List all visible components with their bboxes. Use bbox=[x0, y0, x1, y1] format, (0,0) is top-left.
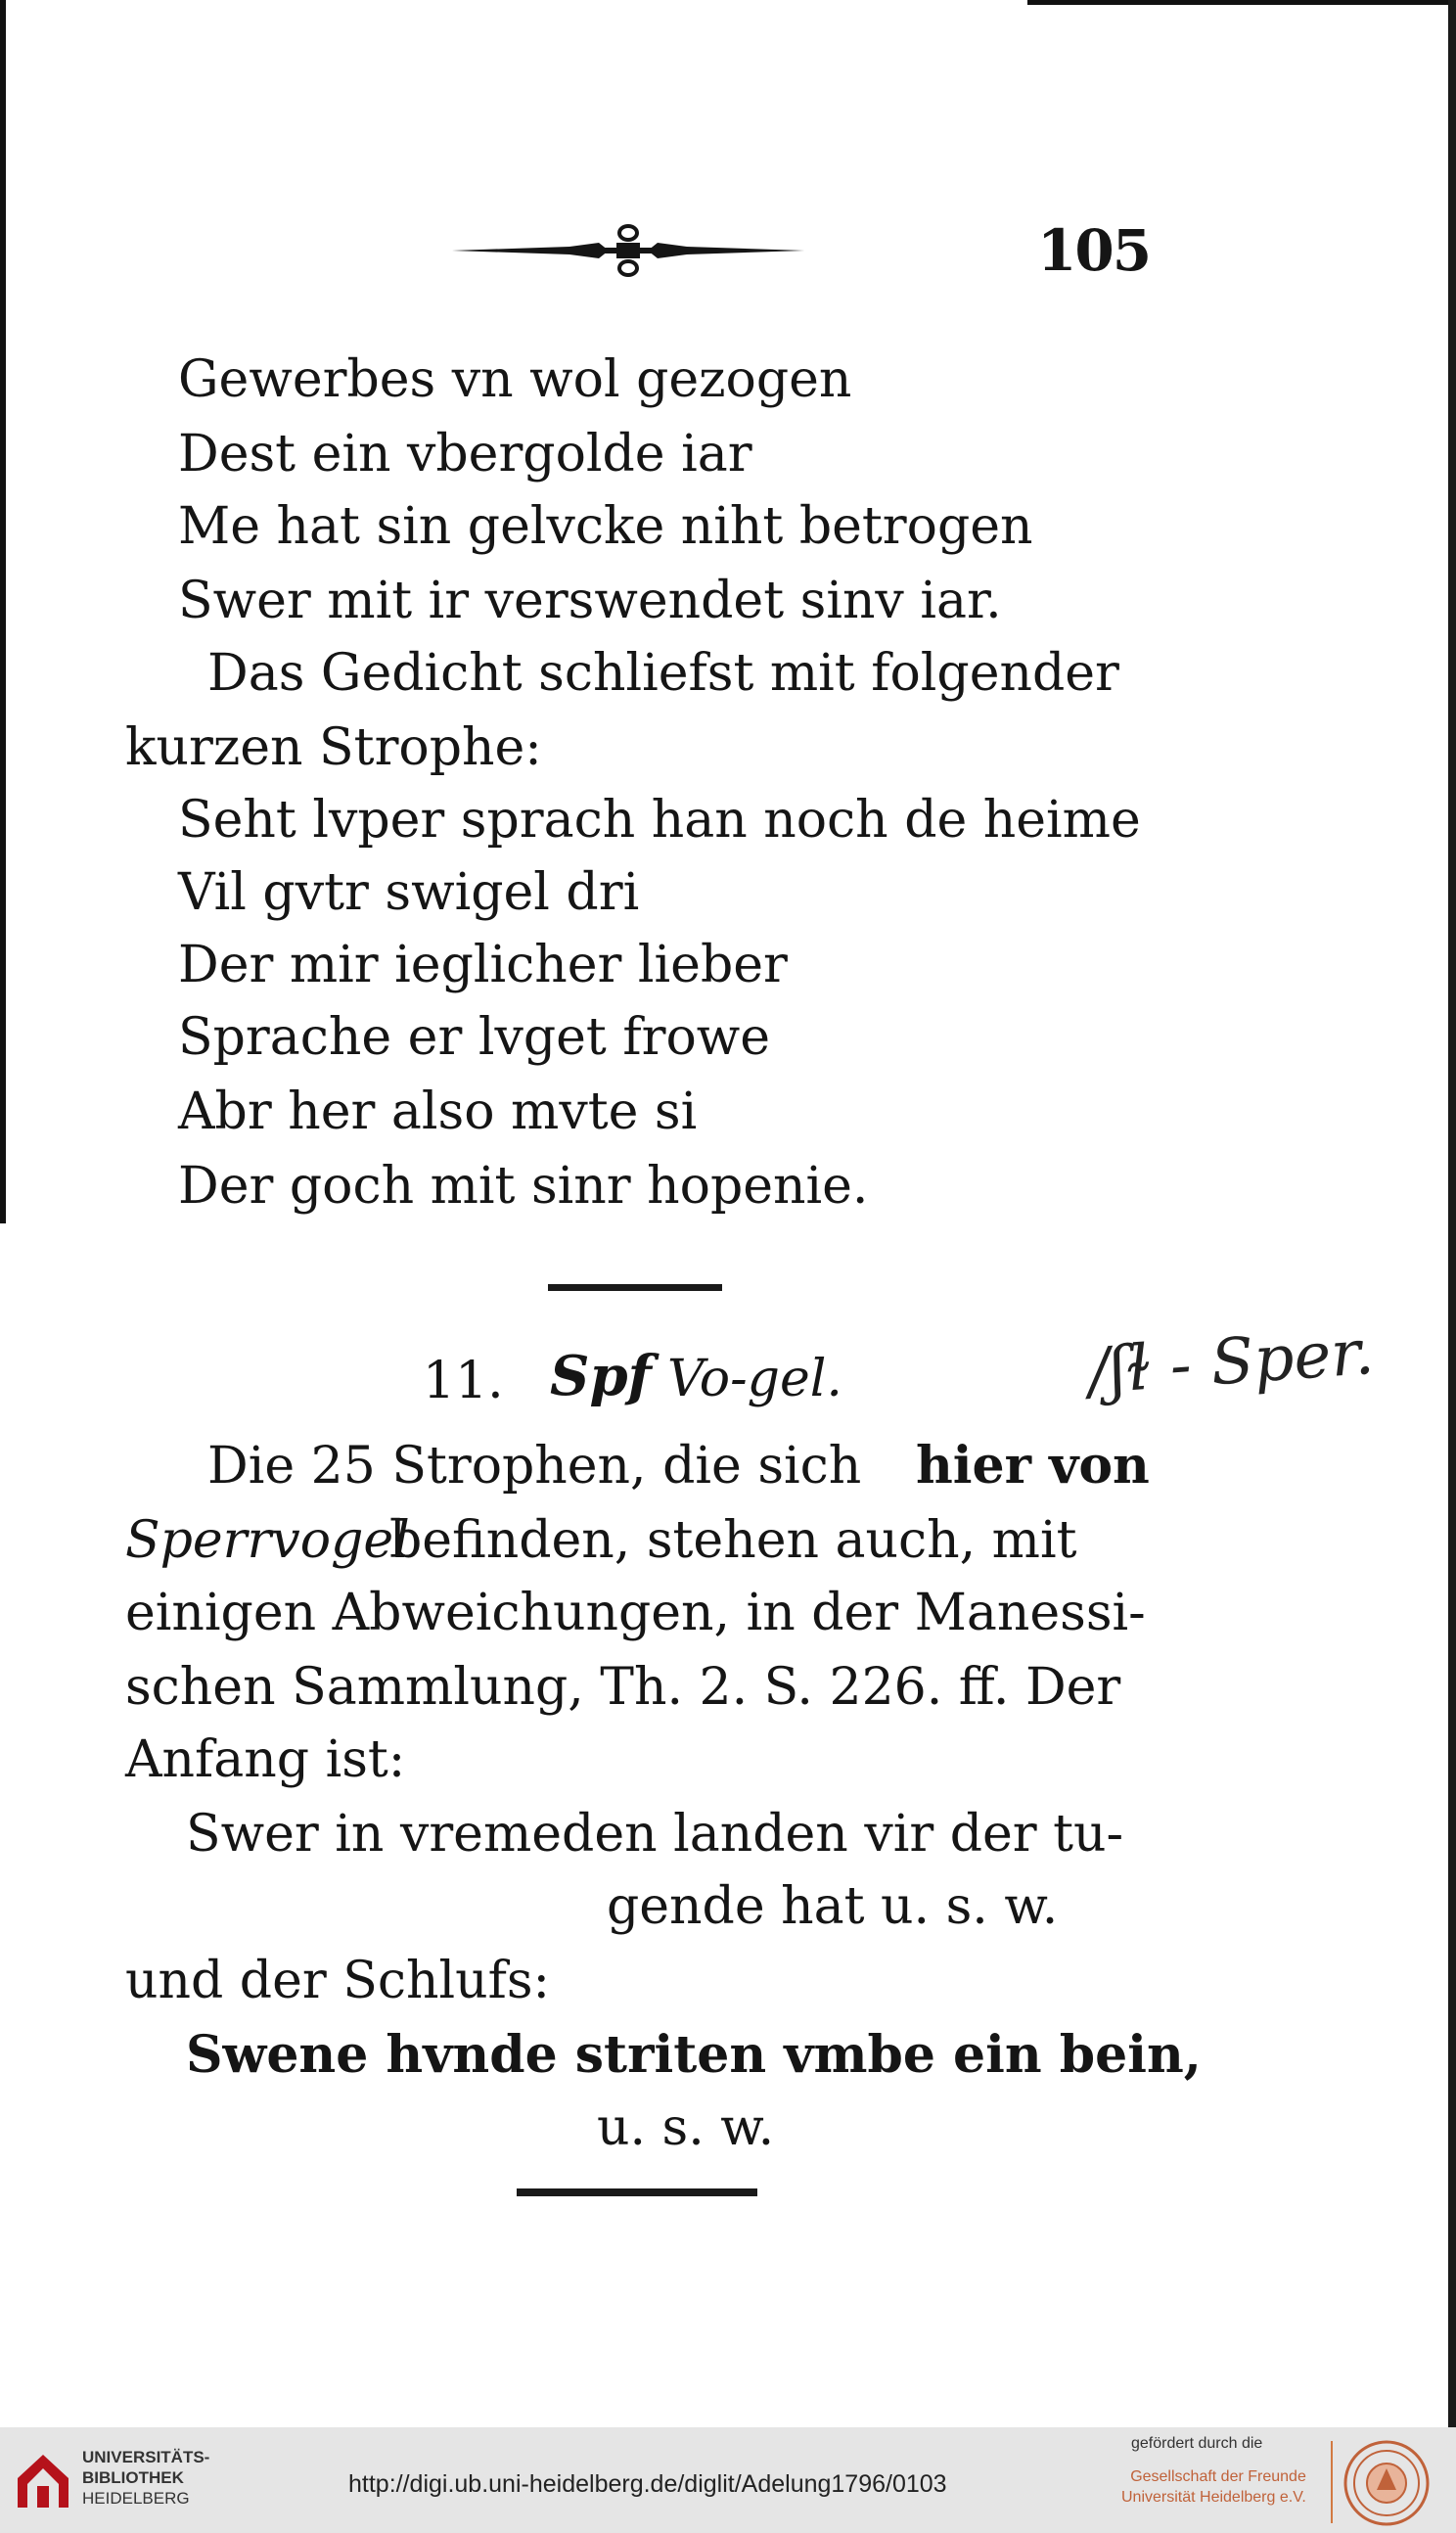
scan-edge-top bbox=[1027, 0, 1456, 5]
paragraph-line-3: einigen Abweichungen, in der Manessi- bbox=[125, 1584, 1146, 1642]
section-divider bbox=[548, 1284, 722, 1291]
footer-url-link[interactable]: http://digi.ub.uni-heidelberg.de/diglit/Adelung1796/0103 bbox=[348, 2470, 947, 2498]
poem-one-line-1: Gewerbes vn wol gezogen bbox=[178, 350, 852, 409]
poem-two-line-1: Seht lvper sprach han noch de heime bbox=[178, 791, 1141, 850]
margin-note: /ʃɫ - Sper. bbox=[1085, 1315, 1377, 1409]
closing-line-2: u. s. w. bbox=[597, 2098, 775, 2157]
library-name-line-1: UNIVERSITÄTS- bbox=[82, 2448, 210, 2466]
poem-one-line-4: Swer mit ir verswendet sinv iar. bbox=[178, 572, 1002, 630]
scan-edge-right bbox=[1448, 0, 1456, 2427]
section-number: 11. bbox=[423, 1352, 504, 1410]
section-title: Vo-gel. bbox=[667, 1350, 842, 1408]
sponsor-name-line-2: Universität Heidelberg e.V. bbox=[1121, 2489, 1306, 2506]
sponsor-name bbox=[1121, 2466, 1306, 2508]
library-name-line-3: HEIDELBERG bbox=[82, 2489, 190, 2508]
page-number: 105 bbox=[1037, 217, 1151, 284]
paragraph-line-1-end: hier von bbox=[916, 1436, 1150, 1496]
paragraph-line-2-name: Sperrvogel bbox=[125, 1511, 410, 1570]
poem-one-line-2: Dest ein vbergolde iar bbox=[178, 425, 752, 484]
paragraph-line-2-rest: befinden, stehen auch, mit bbox=[389, 1511, 1077, 1570]
paragraph-line-1-start: Die 25 Strophen, die sich bbox=[207, 1437, 862, 1496]
sponsor-caption: gefördert durch die bbox=[1131, 2435, 1263, 2452]
sponsor-divider bbox=[1331, 2441, 1333, 2523]
poem-two-line-5: Abr her also mvte si bbox=[178, 1082, 698, 1141]
quote-start-line-2: gende hat u. s. w. bbox=[607, 1877, 1059, 1936]
library-name-line-2: BIBLIOTHEK bbox=[82, 2468, 184, 2487]
poem-two-line-3: Der mir ieglicher lieber bbox=[178, 936, 788, 994]
paragraph-line-4: schen Sammlung, Th. 2. S. 226. ff. Der bbox=[125, 1658, 1121, 1717]
library-logo-icon bbox=[14, 2449, 72, 2511]
poem-one-line-3: Me hat sin gelvcke niht betrogen bbox=[178, 497, 1033, 556]
quote-start-line-1: Swer in vremeden landen vir der tu- bbox=[186, 1805, 1124, 1864]
section-annotation: Spf bbox=[550, 1344, 652, 1408]
scan-edge-left bbox=[0, 0, 6, 1223]
poem-two-line-6: Der goch mit sinr hopenie. bbox=[178, 1157, 869, 1216]
poem-two-line-2: Vil gvtr swigel dri bbox=[178, 863, 640, 922]
intro-line-1: Das Gedicht schliefst mit folgender bbox=[207, 644, 1119, 703]
sponsor-name-line-1: Gesellschaft der Freunde bbox=[1130, 2468, 1306, 2485]
intro-line-2: kurzen Strophe: bbox=[125, 718, 542, 777]
university-seal-icon bbox=[1342, 2439, 1431, 2527]
poem-two-line-4: Sprache er lvget frowe bbox=[178, 1008, 771, 1067]
library-name bbox=[82, 2447, 209, 2509]
paragraph-line-5: Anfang ist: bbox=[125, 1730, 406, 1789]
footer-bar bbox=[0, 2427, 1456, 2533]
closing-line-1: Swene hvnde striten vmbe ein bein, bbox=[186, 2025, 1202, 2085]
end-divider bbox=[517, 2188, 757, 2196]
closing-intro: und der Schlufs: bbox=[125, 1952, 551, 2010]
header-ornament-icon bbox=[452, 215, 804, 284]
